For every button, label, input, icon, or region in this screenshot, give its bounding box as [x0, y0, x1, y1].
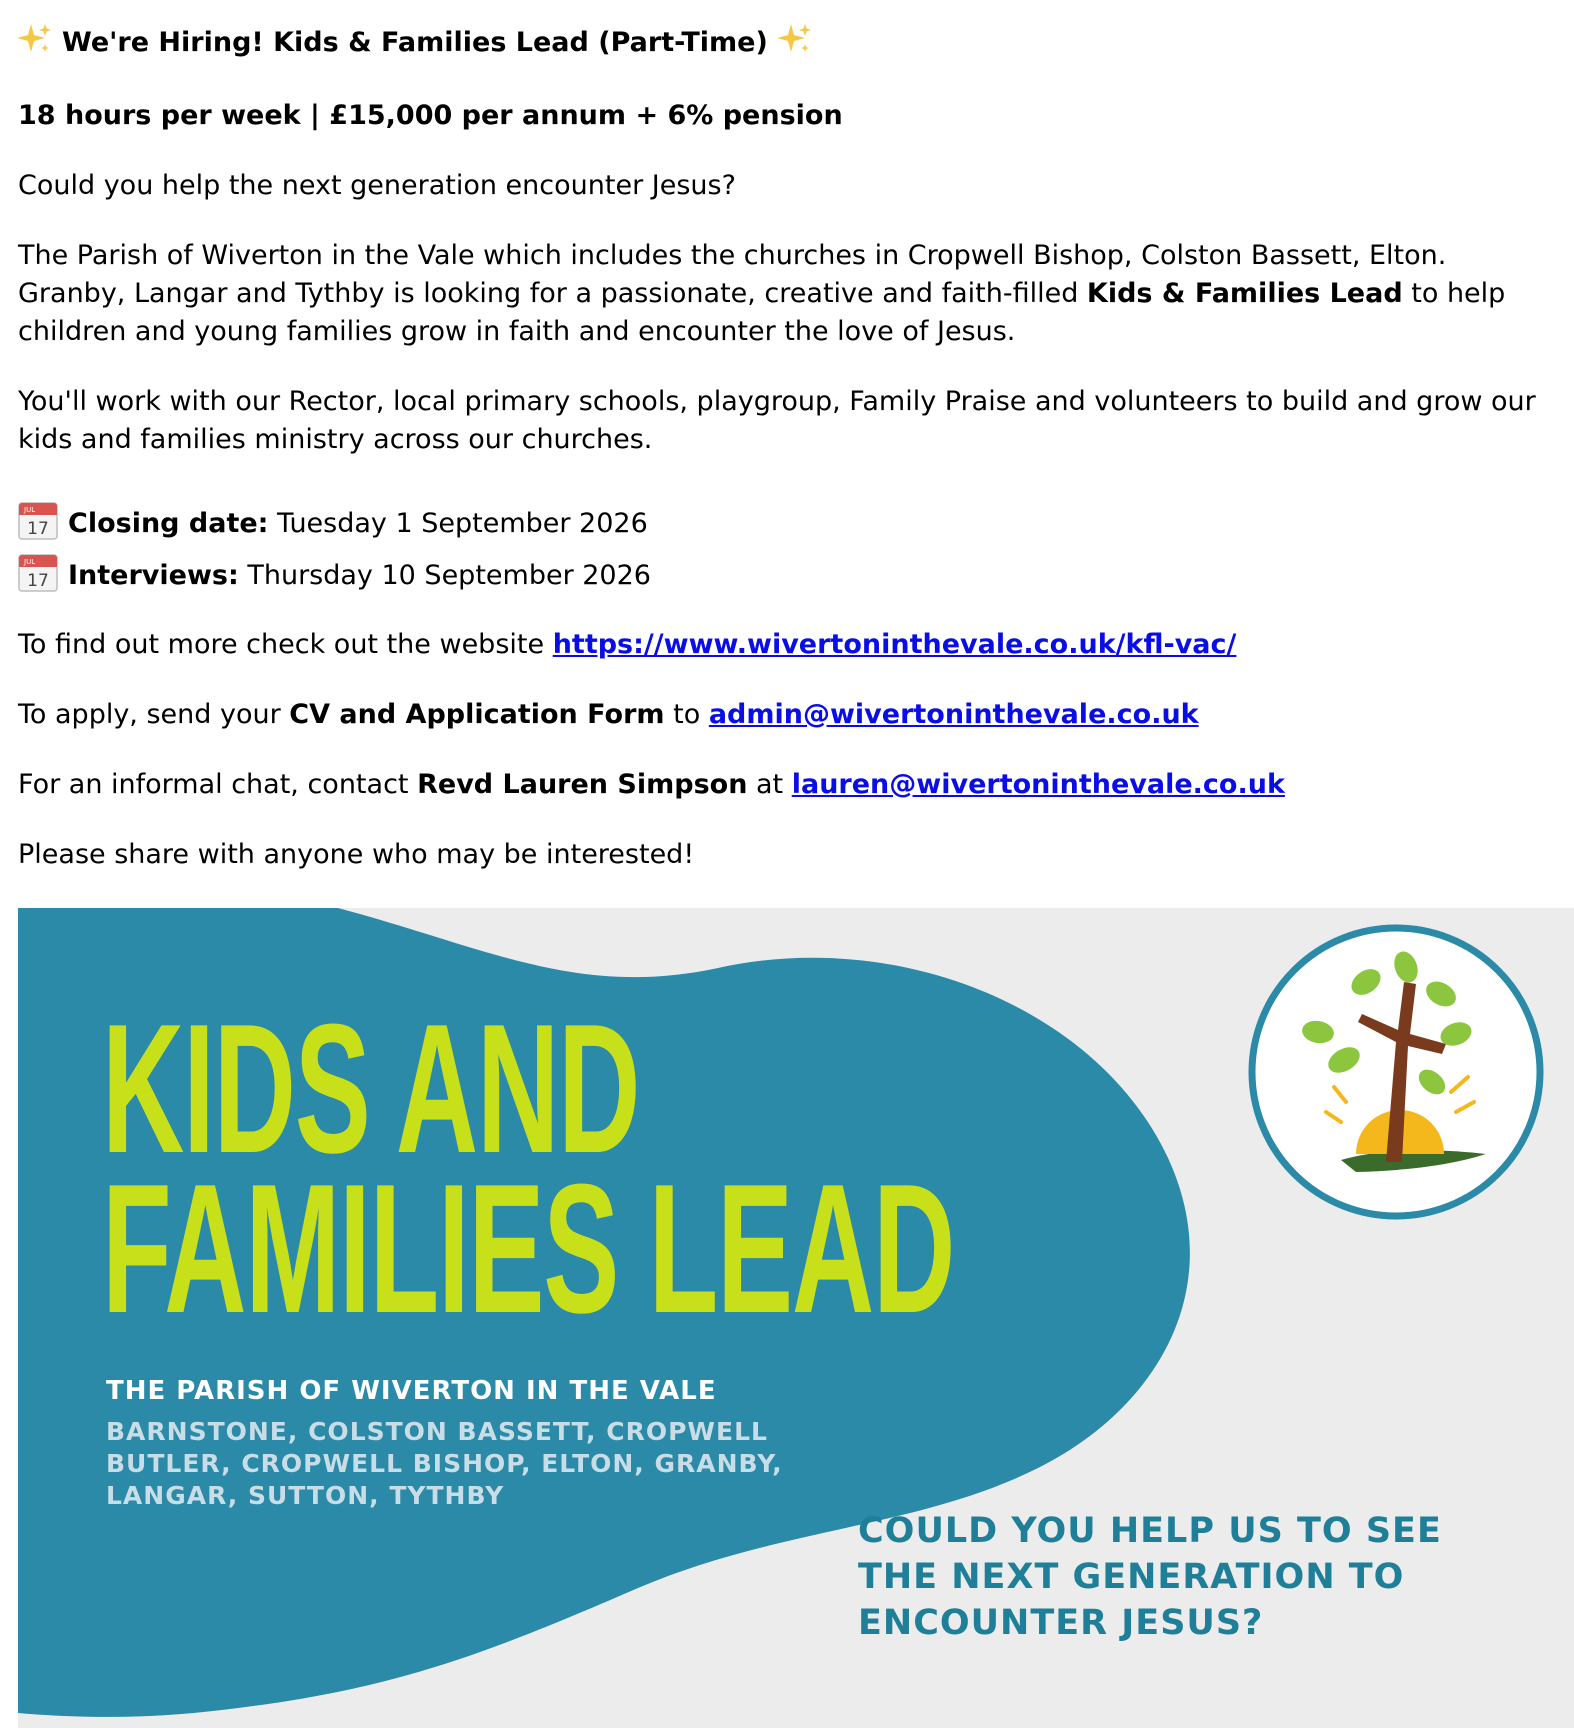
calendar-icon-month: JUL [24, 506, 36, 514]
headline-line-1: KIDS AND [102, 985, 640, 1191]
banner-parish-title: THE PARISH OF WIVERTON IN THE VALE [106, 1376, 717, 1406]
interviews-value: Thursday 10 September 2026 [238, 560, 651, 591]
parish-paragraph [18, 237, 1558, 351]
parish-paragraph-end: to help children and young families grow in faith and encounter the love of Jesus. [18, 278, 1506, 347]
chat-text: For an informal chat, contact [18, 769, 418, 800]
banner-question: COULD YOU HELP US TO SEE THE NEXT GENERATION TO ENCOUNTER JESUS? [858, 1511, 1442, 1643]
apply-text: To apply, send your [18, 699, 290, 730]
post-title [18, 22, 812, 62]
recruitment-banner-image [18, 908, 1574, 1728]
chat-at: at [747, 769, 792, 800]
closing-date-label: Closing date: [68, 508, 269, 539]
closing-date-value: Tuesday 1 September 2026 [268, 508, 648, 539]
calendar-icon [18, 500, 58, 540]
headline-line-2: FAMILIES LEAD [102, 1145, 955, 1351]
hours-salary: 18 hours per week | £15,000 per annum + 6% pension [18, 100, 843, 131]
sparkles-icon [778, 22, 812, 56]
admin-email-link[interactable]: admin@wivertoninthevale.co.uk [708, 699, 1199, 730]
website-line-text: To find out more check out the website [18, 629, 553, 660]
lauren-email-link[interactable]: lauren@wivertoninthevale.co.uk [791, 769, 1285, 800]
chat-line [18, 766, 1285, 804]
banner-headline [102, 985, 955, 1351]
sparkles-icon [18, 22, 52, 56]
post-title-text: We're Hiring! Kids & Families Lead (Part-Time) [62, 27, 768, 58]
apply-line [18, 696, 1199, 734]
website-link[interactable]: https://www.wivertoninthevale.co.uk/kfl-vac/ [552, 629, 1237, 660]
closing-date-line [18, 500, 648, 543]
role-name: Kids & Families Lead [1086, 278, 1403, 309]
interviews-line [18, 552, 651, 595]
calendar-icon-day: 17 [27, 571, 49, 591]
calendar-icon-month: JUL [24, 558, 36, 566]
parish-paragraph-start: The Parish of Wiverton in the Vale which includes the churches in Cropwell Bishop, Colston Bassett, Elton. Granby, Langar and Tythby is looking for a passionate, creative and faith-filled [18, 240, 1447, 309]
work-paragraph: You'll work with our Rector, local primary schools, playgroup, Family Praise and volunteers to build and grow our kids and families ministry across our churches. [18, 386, 1536, 455]
share-line: Please share with anyone who may be interested! [18, 839, 695, 870]
contact-name: Revd Lauren Simpson [417, 769, 748, 800]
parish-tree-cross-logo [1246, 922, 1546, 1222]
website-line [18, 626, 1236, 664]
calendar-icon [18, 552, 58, 592]
apply-documents: CV and Application Form [289, 699, 665, 730]
interviews-label: Interviews: [68, 560, 239, 591]
calendar-icon-day: 17 [27, 519, 49, 539]
apply-to: to [664, 699, 709, 730]
banner-parish-list: BARNSTONE, COLSTON BASSETT, CROPWELL BUTLER, CROPWELL BISHOP, ELTON, GRANBY, LANGAR, SUTTON, TYTHBY [106, 1417, 783, 1510]
intro-question: Could you help the next generation encounter Jesus? [18, 170, 736, 201]
